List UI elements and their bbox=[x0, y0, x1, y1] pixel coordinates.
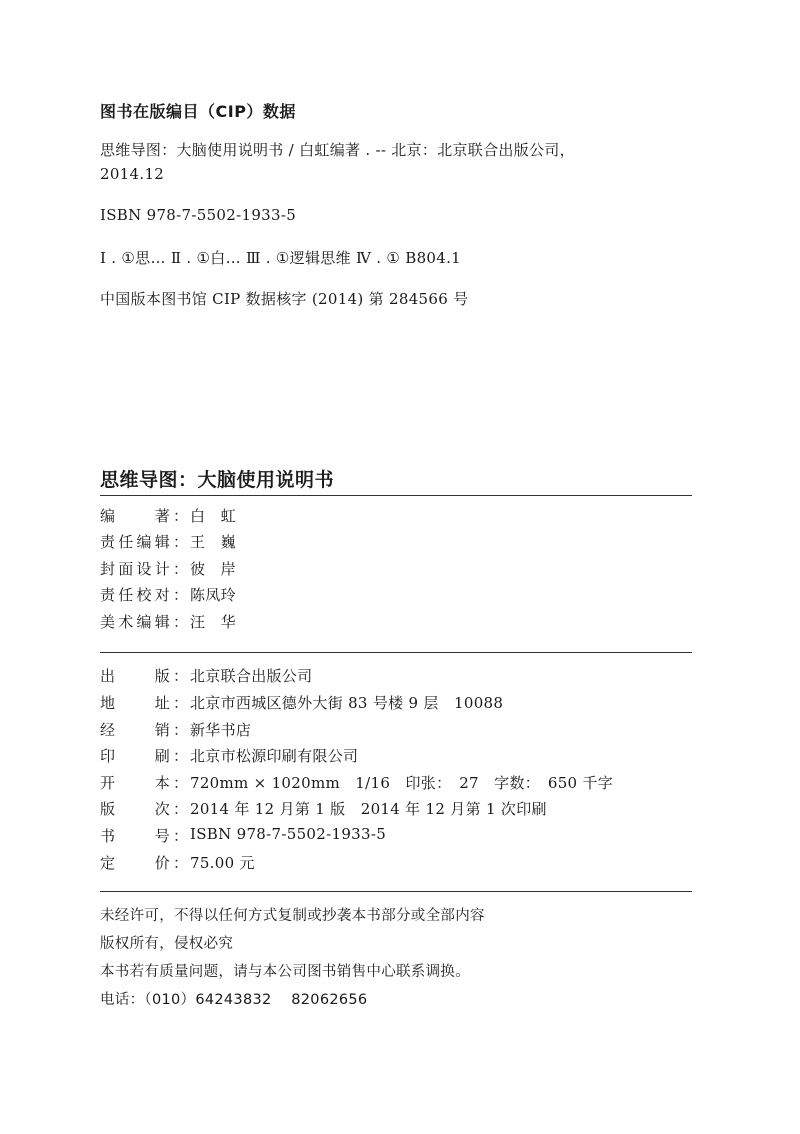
publication-label: 版 次： bbox=[100, 800, 188, 818]
publication-label: 开 本： bbox=[100, 774, 188, 792]
rights-reserved: 版权所有，侵权必究 bbox=[100, 936, 234, 952]
publication-value: 北京联合出版公司 bbox=[190, 667, 313, 685]
book-title: 思维导图：大脑使用说明书 bbox=[100, 469, 335, 491]
credit-value: 陈凤玲 bbox=[190, 586, 236, 604]
publication-label: 印 刷： bbox=[100, 747, 188, 765]
publication-label: 地 址： bbox=[100, 694, 188, 712]
contact-phone: 电话：（010）64243832 82062656 bbox=[100, 992, 368, 1008]
credit-label: 编 著： bbox=[100, 507, 188, 525]
publication-value: 75.00 元 bbox=[190, 854, 255, 872]
cip-number: 中国版本图书馆 CIP 数据核字 (2014) 第 284566 号 bbox=[100, 290, 469, 308]
credit-row bbox=[100, 531, 236, 552]
publication-value: ISBN 978-7-5502-1933-5 bbox=[190, 825, 387, 843]
publication-value: 新华书店 bbox=[190, 721, 252, 739]
publication-label: 定 价： bbox=[100, 854, 188, 872]
cip-header: 图书在版编目（CIP）数据 bbox=[100, 102, 296, 121]
publication-value: 北京市西城区德外大街 83 号楼 9 层 10088 bbox=[190, 694, 504, 712]
credit-value: 白 虹 bbox=[190, 507, 236, 525]
publication-label: 出 版： bbox=[100, 667, 188, 685]
publication-row bbox=[100, 825, 386, 846]
publication-value: 2014 年 12 月第 1 版 2014 年 12 月第 1 次印刷 bbox=[190, 800, 547, 818]
credit-value: 王 巍 bbox=[190, 533, 236, 551]
quality-notice: 本书若有质量问题，请与本公司图书销售中心联系调换。 bbox=[100, 964, 470, 980]
credit-label: 美术编辑： bbox=[100, 613, 188, 631]
credit-row bbox=[100, 505, 236, 526]
credit-row bbox=[100, 584, 236, 605]
publication-label: 经 销： bbox=[100, 721, 188, 739]
credit-value: 汪 华 bbox=[190, 613, 236, 631]
credit-label: 责任编辑： bbox=[100, 533, 188, 551]
credit-row bbox=[100, 558, 236, 579]
cip-classification: Ⅰ . ①思… Ⅱ . ①白… Ⅲ . ①逻辑思维 Ⅳ . ① B804.1 bbox=[100, 249, 462, 267]
credit-label: 责任校对： bbox=[100, 586, 188, 604]
copyright-notice: 未经许可，不得以任何方式复制或抄袭本书部分或全部内容 bbox=[100, 908, 485, 924]
cip-isbn: ISBN 978-7-5502-1933-5 bbox=[100, 206, 297, 224]
cip-date-line: 2014.12 bbox=[100, 165, 165, 183]
publication-row bbox=[100, 665, 312, 686]
cip-bibliographic-line: 思维导图：大脑使用说明书 / 白虹编著 . -- 北京：北京联合出版公司， bbox=[100, 141, 575, 159]
credit-row bbox=[100, 611, 236, 632]
publication-row bbox=[100, 798, 547, 819]
publication-row bbox=[100, 745, 358, 766]
publication-row bbox=[100, 692, 503, 713]
credits-divider bbox=[100, 652, 692, 653]
publication-row bbox=[100, 719, 251, 740]
publication-value: 北京市松源印刷有限公司 bbox=[190, 747, 359, 765]
credit-value: 彼 岸 bbox=[190, 560, 236, 578]
publication-label: 书 号： bbox=[100, 827, 188, 845]
publication-row bbox=[100, 852, 255, 873]
publication-row bbox=[100, 772, 613, 793]
title-divider bbox=[100, 495, 692, 496]
publication-divider bbox=[100, 891, 692, 892]
credit-label: 封面设计： bbox=[100, 560, 188, 578]
publication-value: 720mm × 1020mm 1/16 印张： 27 字数： 650 千字 bbox=[190, 774, 614, 792]
